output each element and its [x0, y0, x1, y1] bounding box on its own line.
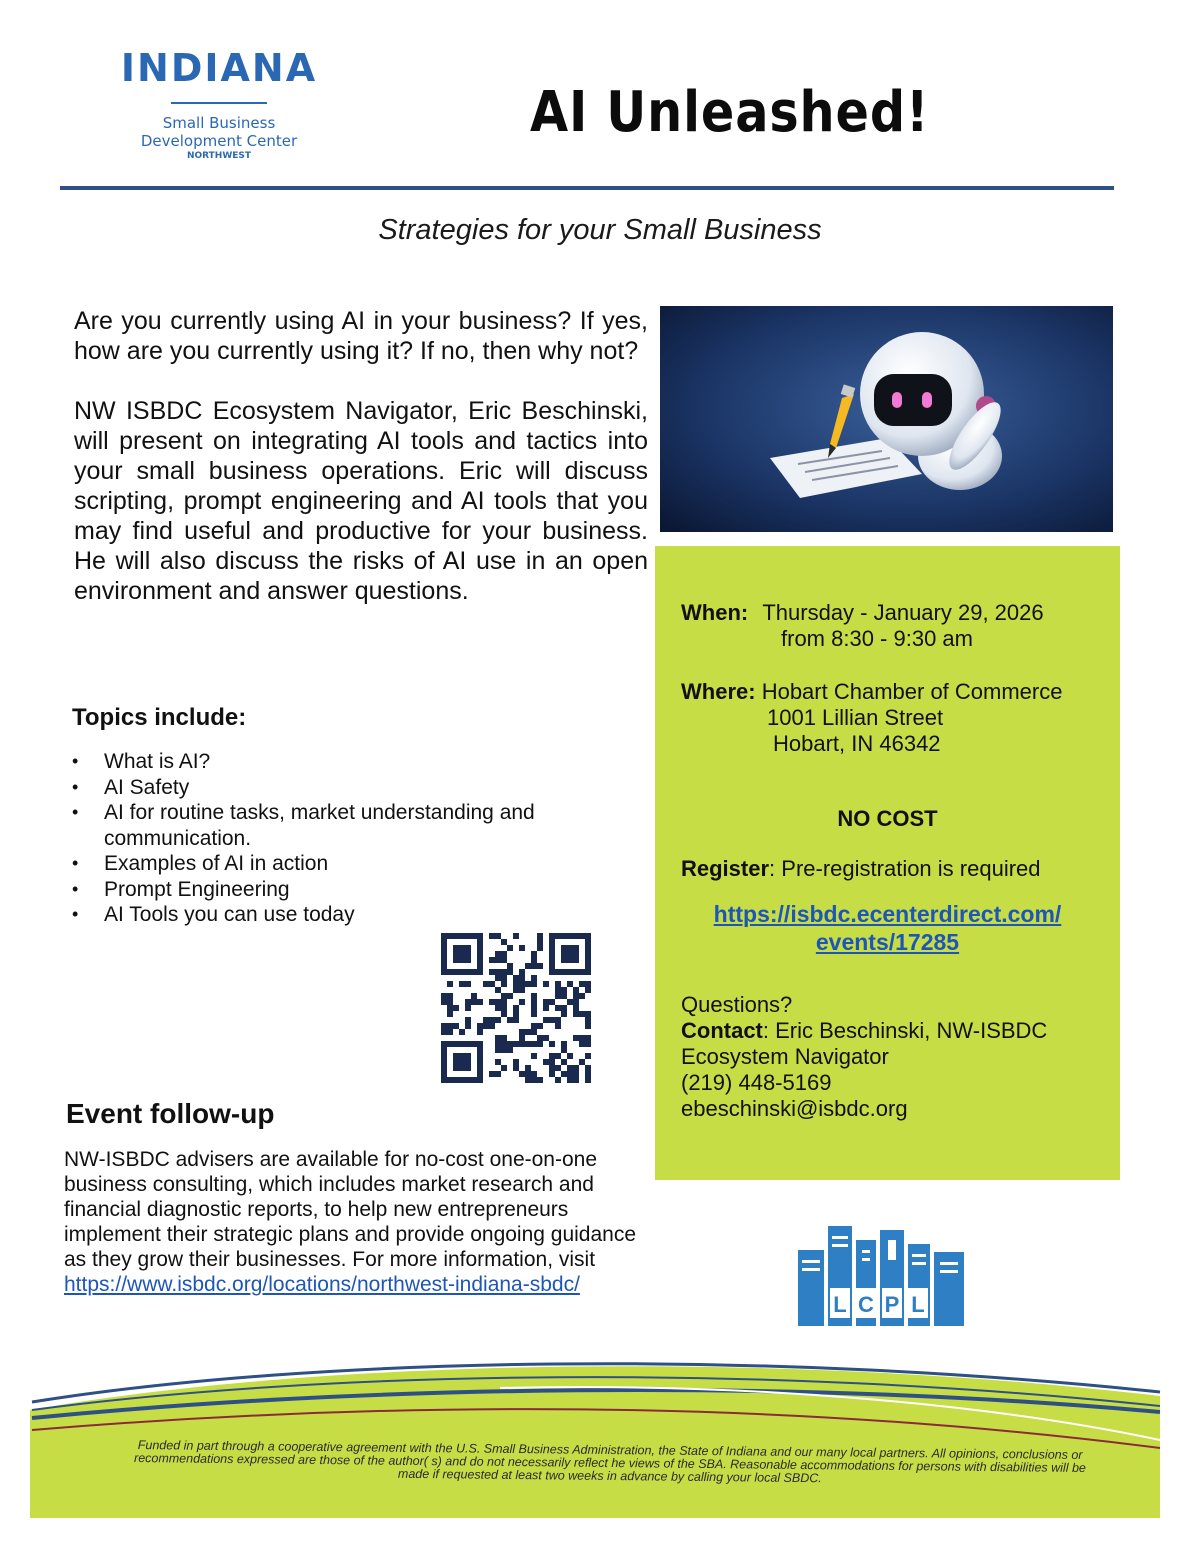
- registration-link-line-1[interactable]: https://isbdc.ecenterdirect.com/: [713, 901, 1062, 927]
- where-block: Where: Hobart Chamber of Commerce 1001 Lillian Street Hobart, IN 46342: [681, 679, 1063, 756]
- logo-wordmark: INDIANA: [120, 46, 318, 90]
- contact-label: Contact: [681, 1018, 763, 1043]
- event-details-panel: [655, 546, 1120, 1180]
- topics-heading: Topics include:: [72, 704, 247, 731]
- contact-email[interactable]: ebeschinski@isbdc.org: [681, 1096, 908, 1121]
- robot-illustration: [660, 306, 1113, 532]
- event-date: Thursday - January 29, 2026: [762, 600, 1044, 625]
- header-divider: [60, 186, 1114, 190]
- followup-section: [64, 1147, 654, 1297]
- lcpl-letter: L: [911, 1292, 925, 1317]
- isbdc-location-link[interactable]: https://www.isbdc.org/locations/northwest-indiana-sbdc/: [64, 1273, 580, 1296]
- registration-link[interactable]: [655, 900, 1120, 956]
- intro-question: Are you currently using AI in your business? If yes, how are you currently using it? If no, then why not?: [74, 307, 648, 365]
- when-block: When: Thursday - January 29, 2026 from 8:30 - 9:30 am: [681, 600, 1044, 651]
- contact-name: Eric Beschinski, NW-ISBDC: [775, 1018, 1048, 1043]
- venue-name: Hobart Chamber of Commerce: [761, 679, 1063, 704]
- intro-section: [74, 306, 648, 636]
- register-text: Pre-registration is required: [781, 856, 1041, 881]
- page-subtitle: Strategies for your Small Business: [378, 214, 822, 246]
- list-item: • AI Tools you can use today: [72, 902, 632, 928]
- questions-label: Questions?: [681, 992, 793, 1017]
- contact-phone[interactable]: (219) 448-5169: [681, 1070, 832, 1095]
- registration-link-line-2[interactable]: events/17285: [815, 929, 960, 955]
- logo-line-1: Small Business: [162, 114, 276, 132]
- where-label: Where: [681, 679, 749, 704]
- list-item: • What is AI?: [72, 749, 632, 775]
- list-item: • AI Safety: [72, 775, 632, 801]
- event-time: from 8:30 - 9:30 am: [781, 626, 973, 651]
- logo-region: NORTHWEST: [186, 151, 252, 161]
- topics-list: [72, 749, 632, 928]
- funding-disclaimer: Funded in part through a cooperative agreement with the U.S. Small Business Administration, the State of Indiana and our many local partners. All opinions, conclusions or recommendations expressed are those of the author( s) and do not necessarily reflect he views of the SBA. Reasonable accommodations for persons with disabilities will be made if requested at least two weeks in advance by calling your local SBDC.: [134, 1438, 1086, 1486]
- contact-title: Ecosystem Navigator: [681, 1044, 889, 1069]
- followup-heading: Event follow-up: [66, 1098, 275, 1129]
- list-item: • Prompt Engineering: [72, 877, 632, 903]
- lcpl-letter: L: [833, 1292, 847, 1317]
- venue-city: Hobart, IN 46342: [773, 731, 941, 756]
- list-item: • AI for routine tasks, market understanding and communication.: [72, 800, 632, 851]
- lcpl-library-logo: [790, 1222, 976, 1330]
- logo-divider: [171, 102, 267, 104]
- when-label: When: [681, 600, 741, 625]
- contact-block: Questions? Contact: Eric Beschinski, NW-ISBDC Ecosystem Navigator (219) 448-5169 ebeschinski@isbdc.org: [681, 992, 1048, 1121]
- register-label: Register: [681, 856, 770, 881]
- list-item: • Examples of AI in action: [72, 851, 632, 877]
- logo-line-2: Development Center: [140, 132, 298, 150]
- lcpl-letter: P: [884, 1292, 900, 1317]
- qr-code-icon[interactable]: [440, 932, 592, 1086]
- cost-badge: NO COST: [837, 806, 938, 831]
- register-block: Register: Pre-registration is required: [681, 856, 1041, 881]
- lcpl-letter: C: [858, 1292, 874, 1317]
- page-title: AI Unleashed!: [530, 80, 930, 145]
- indiana-sbdc-logo: [88, 48, 350, 162]
- venue-street: 1001 Lillian Street: [767, 705, 944, 730]
- followup-text: NW-ISBDC advisers are available for no-cost one-on-one business consulting, which includes market research and financial diagnostic reports, to help new entrepreneurs implement their strategic plans and provide ongoing guidance as they grow their businesses. For more information, visit: [64, 1148, 637, 1271]
- intro-description: NW ISBDC Ecosystem Navigator, Eric Beschinski, will present on integrating AI tools and tactics into your small business operations. Eric will discuss scripting, prompt engineering and AI tools that you may find useful and productive for your business. He will also discuss the risks of AI use in an open environment and answer questions.: [74, 397, 648, 605]
